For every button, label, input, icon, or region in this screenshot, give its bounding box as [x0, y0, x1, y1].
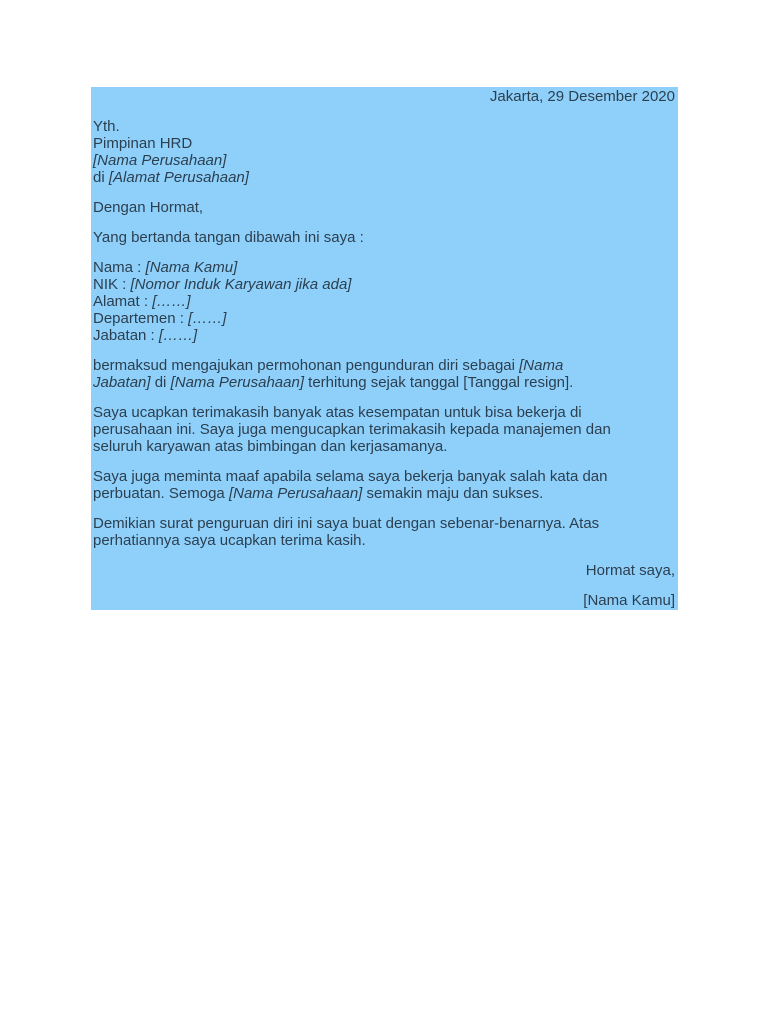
- paragraph-placeholder: Jabatan]: [93, 374, 151, 391]
- letter-page: [91, 87, 678, 610]
- spacer: [93, 344, 675, 357]
- paragraph-line: [93, 485, 675, 502]
- spacer: [93, 455, 675, 468]
- paragraph-text: perbuatan. Semoga: [93, 485, 225, 502]
- spacer: [93, 246, 675, 259]
- paragraph-line: [93, 374, 675, 391]
- field-value: [……]: [188, 310, 227, 327]
- field-label: Jabatan :: [93, 327, 155, 344]
- paragraph-line: Demikian surat penguruan diri ini saya buat dengan sebenar-benarnya. Atas: [93, 515, 600, 532]
- paragraph-line: Saya ucapkan terimakasih banyak atas kesempatan untuk bisa bekerja di: [93, 404, 582, 421]
- closing-salutation: Hormat saya,: [585, 562, 675, 579]
- paragraph-text: terhitung sejak tanggal [Tanggal resign].: [308, 374, 574, 391]
- paragraph-placeholder: [Nama Perusahaan]: [170, 374, 304, 391]
- field-alamat: [93, 293, 675, 310]
- paragraph-line: perhatiannya saya ucapkan terima kasih.: [93, 532, 366, 549]
- paragraph-line: [93, 357, 675, 374]
- field-nama: [93, 259, 675, 276]
- paragraph-line: seluruh karyawan atas bimbingan dan kerjasamanya.: [93, 438, 448, 455]
- recipient-block: [93, 118, 675, 186]
- field-label: NIK :: [93, 276, 127, 293]
- recipient-address: [Alamat Perusahaan]: [108, 169, 249, 186]
- paragraph-apology: [93, 468, 675, 502]
- paragraph-thanks: [93, 404, 675, 455]
- paragraph-text: semakin maju dan sukses.: [366, 485, 544, 502]
- recipient-company: [Nama Perusahaan]: [93, 152, 227, 169]
- paragraph-line: perusahaan ini. Saya juga mengucapkan terimakasih kepada manajemen dan: [93, 421, 611, 438]
- recipient-yth: Yth.: [93, 118, 120, 135]
- field-label: Alamat :: [93, 293, 149, 310]
- paragraph-closing: [93, 515, 675, 549]
- paragraph-placeholder: [Nama Perusahaan]: [228, 485, 363, 502]
- spacer: [93, 216, 675, 229]
- field-value: [Nama Kamu]: [145, 259, 238, 276]
- identity-fields: [93, 259, 675, 344]
- recipient-position: Pimpinan HRD: [93, 135, 193, 152]
- paragraph-placeholder: [Nama: [519, 357, 564, 374]
- recipient-address-line: [93, 169, 675, 186]
- field-nik: [93, 276, 675, 293]
- intro: Yang bertanda tangan dibawah ini saya :: [93, 229, 364, 246]
- signature-name: [Nama Kamu]: [583, 592, 675, 609]
- field-label: Departemen :: [93, 310, 184, 327]
- place-date: Jakarta, 29 Desember 2020: [489, 88, 675, 105]
- field-departemen: [93, 310, 675, 327]
- field-value: [Nomor Induk Karyawan jika ada]: [130, 276, 352, 293]
- spacer: [93, 105, 675, 118]
- paragraph-text: bermaksud mengajukan permohonan pengunduran diri sebagai: [93, 357, 515, 374]
- field-value: [……]: [152, 293, 191, 310]
- spacer: [93, 579, 675, 592]
- spacer: [93, 186, 675, 199]
- paragraph-text: di: [154, 374, 167, 391]
- field-label: Nama :: [93, 259, 142, 276]
- field-jabatan: [93, 327, 675, 344]
- greeting: Dengan Hormat,: [93, 199, 204, 216]
- field-value: [……]: [158, 327, 198, 344]
- paragraph-resignation: [93, 357, 675, 391]
- spacer: [93, 549, 675, 562]
- spacer: [93, 391, 675, 404]
- recipient-di: di: [93, 169, 105, 186]
- paragraph-line: Saya juga meminta maaf apabila selama saya bekerja banyak salah kata dan: [93, 468, 608, 485]
- spacer: [93, 502, 675, 515]
